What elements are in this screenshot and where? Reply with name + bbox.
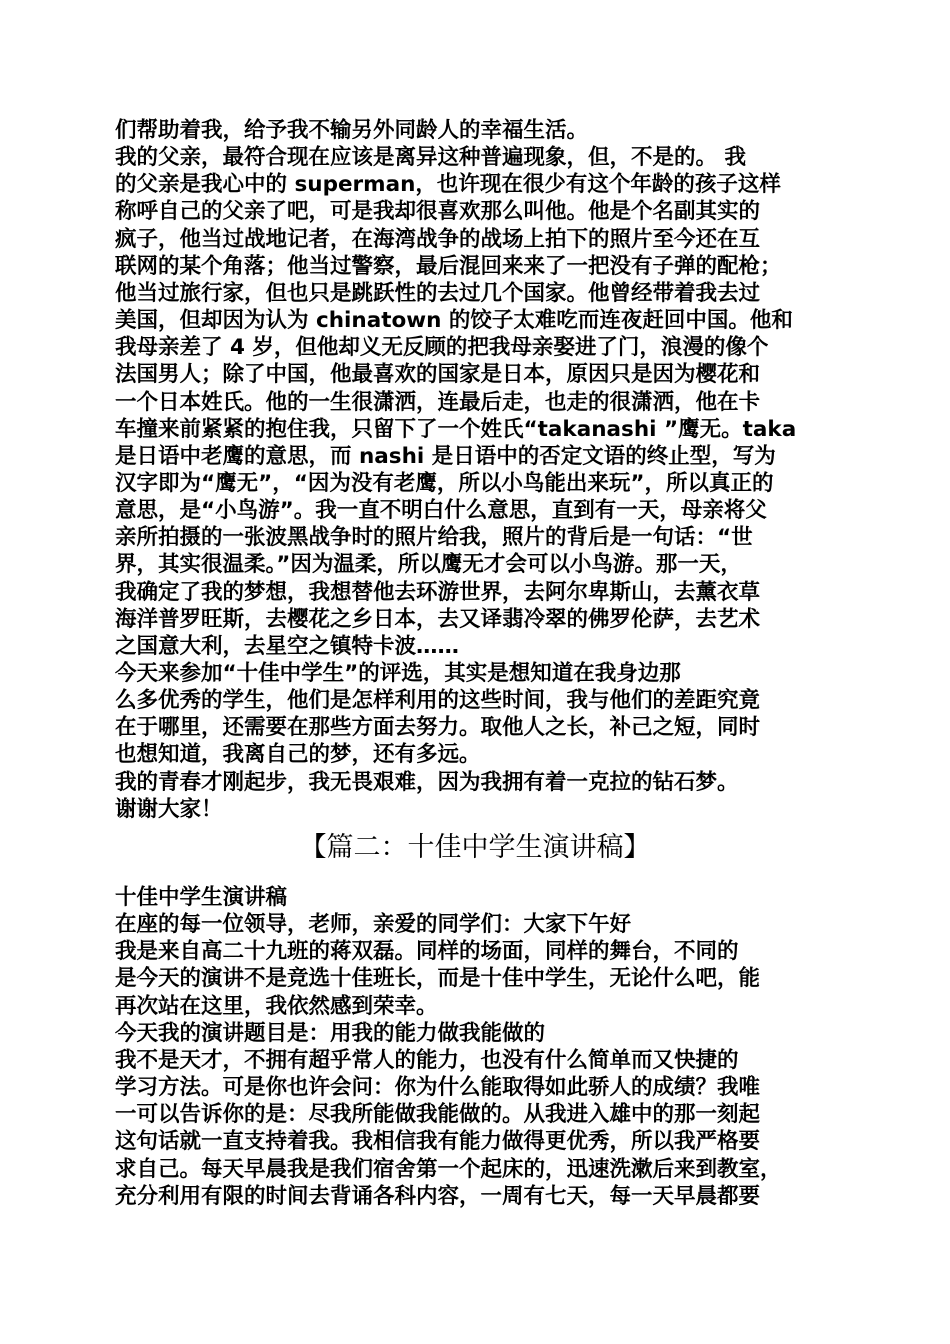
- text-line: 车撞来前紧紧的抱住我，只留下了一个姓氏“takanashi ”鹰无。taka: [115, 416, 797, 442]
- text-line: 之国意大利，去星空之镇特卡波……: [115, 633, 460, 659]
- text-line: 美国，但却因为认为 chinatown 的饺子太难吃而连夜赶回中国。他和: [115, 308, 793, 334]
- text-line: 意思，是“小鸟游”。我一直不明白什么意思，直到有一天，母亲将父: [115, 498, 767, 524]
- text-line: 求自己。每天早晨我是我们宿舍第一个起床的，迅速洗漱后来到教室，: [115, 1156, 782, 1182]
- text-line: 一可以告诉你的是：尽我所能做我能做的。从我进入雄中的那一刻起: [115, 1102, 761, 1128]
- text-line: 法国男人；除了中国，他最喜欢的国家是日本，原因只是因为樱花和: [115, 362, 761, 388]
- text-line: 今天我的演讲题目是：用我的能力做我能做的: [115, 1020, 546, 1046]
- text-line: 十佳中学生演讲稿: [115, 885, 288, 910]
- text-line: 称呼自己的父亲了吧，可是我却很喜欢那么叫他。他是个名副其实的: [115, 199, 761, 225]
- text-line: 联网的某个角落；他当过警察，最后混回来来了一把没有子弹的配枪；: [115, 253, 782, 279]
- text-line: 亲所拍摄的一张波黑战争时的照片给我，照片的背后是一句话：“世: [115, 525, 753, 551]
- section-heading: 【篇二：十佳中学生演讲稿】: [299, 832, 651, 863]
- text-line: 他当过旅行家，但也只是跳跃性的去过几个国家。他曾经带着我去过: [115, 280, 761, 306]
- text-line: 谢谢大家！: [115, 796, 223, 822]
- text-line: 汉字即为“鹰无”，“因为没有老鹰，所以小鸟能出来玩”，所以真正的: [115, 470, 774, 496]
- text-line: 我是来自高二十九班的蒋双磊。同样的场面，同样的舞台，不同的: [115, 939, 739, 965]
- text-line: 这句话就一直支持着我。我相信我有能力做得更优秀，所以我严格要: [115, 1129, 761, 1155]
- text-line: 在于哪里，还需要在那些方面去努力。取他人之长，补己之短，同时: [115, 715, 761, 741]
- text-line: 学习方法。可是你也许会问：你为什么能取得如此骄人的成绩？我唯: [115, 1075, 761, 1101]
- text-line: 再次站在这里，我依然感到荣幸。: [115, 993, 438, 1019]
- text-line: 是日语中老鹰的意思，而 nashi 是日语中的否定文语的终止型，写为: [115, 443, 776, 469]
- text-line: 也想知道，我离自己的梦，还有多远。: [115, 742, 481, 768]
- text-line: 么多优秀的学生，他们是怎样利用的这些时间，我与他们的差距究竟: [115, 688, 761, 714]
- text-line: 在座的每一位领导，老师，亲爱的同学们：大家下午好: [115, 912, 632, 938]
- text-line: 海洋普罗旺斯，去樱花之乡日本，去又译翡冷翠的佛罗伦萨，去艺术: [115, 606, 761, 632]
- text-line: 充分利用有限的时间去背诵各科内容，一周有七天，每一天早晨都要: [115, 1183, 761, 1209]
- text-line: 是今天的演讲不是竞选十佳班长，而是十佳中学生，无论什么吧，能: [115, 966, 761, 992]
- text-line: 的父亲是我心中的 superman，也许现在很少有这个年龄的孩子这样: [115, 172, 781, 198]
- text-line: 我的父亲，最符合现在应该是离异这种普遍现象，但，不是的。 我: [115, 145, 746, 171]
- text-line: 我的青春才刚起步，我无畏艰难，因为我拥有着一克拉的钻石梦。: [115, 769, 739, 795]
- text-line: 疯子，他当过战地记者，在海湾战争的战场上拍下的照片至今还在互: [115, 226, 761, 252]
- text-line: 们帮助着我，给予我不输另外同龄人的幸福生活。: [115, 118, 589, 143]
- text-line: 我母亲差了 4 岁，但他却义无反顾的把我母亲娶进了门，浪漫的像个: [115, 335, 769, 361]
- text-line: 界，其实很温柔。”因为温柔，所以鹰无才会可以小鸟游。那一天，: [115, 552, 742, 578]
- text-line: 今天来参加“十佳中学生”的评选，其实是想知道在我身边那: [115, 661, 681, 686]
- text-line: 我确定了我的梦想，我想替他去环游世界，去阿尔卑斯山，去薰衣草: [115, 579, 761, 605]
- text-line: 一个日本姓氏。他的一生很潇洒，连最后走，也走的很潇洒，他在卡: [115, 389, 761, 415]
- text-line: 我不是天才，不拥有超乎常人的能力，也没有什么简单而又快捷的: [115, 1047, 739, 1073]
